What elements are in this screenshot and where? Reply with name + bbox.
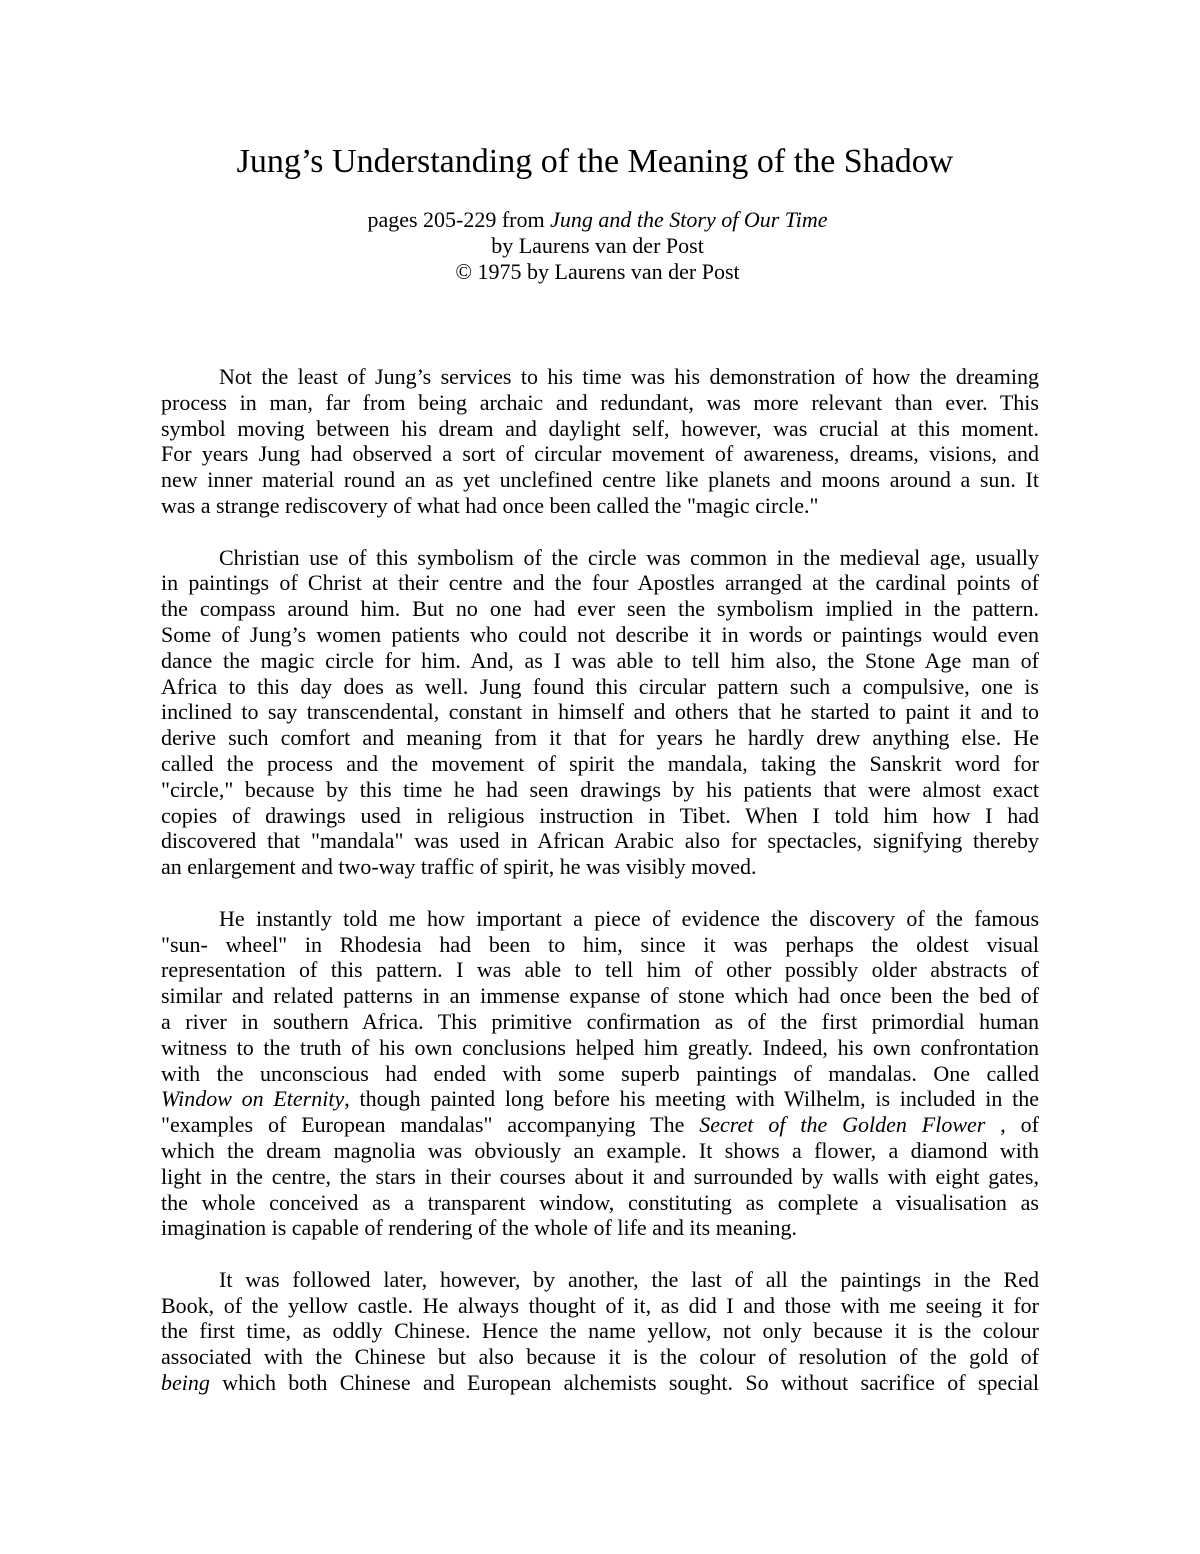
text-line: process in man, far from being archaic and redundant, was more relevant than ever. This [161,389,1039,415]
text-line: new inner material round an as yet unclefined centre like planets and moons around a sun. It [161,467,1039,493]
text-line: For years Jung had observed a sort of circular movement of awareness, dreams, visions, and [161,441,1039,467]
body-text [161,364,1039,1396]
text-line: Book, of the yellow castle. He always thought of it, as did I and those with me seeing it for [161,1292,1039,1318]
paragraph [161,364,1039,519]
text-line: a river in southern Africa. This primitive confirmation as of the first primordial human [161,1008,1039,1034]
italic-title: being [161,1370,210,1396]
text-line: "examples of European mandalas" accompanying The Secret of the Golden Flower , of [161,1112,1039,1138]
text-line: was a strange rediscovery of what had once been called the "magic circle." [161,492,819,518]
text-line: the compass around him. But no one had ever seen the symbolism implied in the pattern. [161,596,1039,622]
text-line: the first time, as oddly Chinese. Hence the name yellow, not only because it is the colour [161,1318,1039,1344]
text-line: Not the least of Jung’s services to his time was his demonstration of how the dreaming [219,364,1039,389]
text-line: It was followed later, however, by another, the last of all the paintings in the Red [219,1266,1039,1292]
text-line: called the process and the movement of spirit the mandala, taking the Sanskrit word for [161,750,1039,776]
italic-title: Window on Eternity [161,1086,345,1112]
text-line: "sun- wheel" in Rhodesia had been to him, since it was perhaps the oldest visual [161,931,1039,957]
text-line: "circle," because by this time he had seen drawings by his patients that were almost exact [161,776,1039,802]
paragraph [161,545,1039,880]
text-line: the whole conceived as a transparent window, constituting as complete a visualisation as [161,1189,1039,1215]
text-line: Some of Jung’s women patients who could not describe it in words or paintings would even [161,621,1039,647]
paragraph [161,1267,1039,1396]
text-line: symbol moving between his dream and daylight self, however, was crucial at this moment. [161,415,1039,441]
source-pages: pages 205-229 from [367,207,551,232]
text-line: derive such comfort and meaning from it that for years he hardly drew anything else. He [161,725,1039,751]
document-title: Jung’s Understanding of the Meaning of the Shadow [236,143,954,180]
source-info [0,207,1195,285]
source-pages-line [0,207,1195,233]
text-line: light in the centre, the stars in their courses about it and surrounded by walls with eight gates, [161,1163,1039,1189]
text-line: associated with the Chinese but also because it is the colour of resolution of the gold of [161,1344,1039,1370]
text-line: discovered that "mandala" was used in African Arabic also for spectacles, signifying thereby [161,828,1039,854]
text-line: He instantly told me how important a piece of evidence the discovery of the famous [219,905,1039,931]
paragraph [161,906,1039,1241]
text-line: with the unconscious had ended with some superb paintings of mandalas. One called [161,1060,1039,1086]
text-line: Window on Eternity, though painted long before his meeting with Wilhelm, is included in the [161,1086,1040,1112]
text-line: representation of this pattern. I was able to tell him of other possibly older abstracts of [161,957,1039,983]
text-line: in paintings of Christ at their centre and the four Apostles arranged at the cardinal points of [161,570,1039,596]
text-line: witness to the truth of his own conclusions helped him greatly. Indeed, his own confrontation [161,1034,1039,1060]
source-copyright: © 1975 by Laurens van der Post [455,259,740,284]
source-book-title: Jung and the Story of Our Time [550,207,828,232]
text-line: Christian use of this symbolism of the circle was common in the medieval age, usually [219,544,1039,570]
italic-title: Secret of the Golden Flower [699,1112,986,1138]
text-line: imagination is capable of rendering of the whole of life and its meaning. [161,1215,797,1241]
text-line: inclined to say transcendental, constant in himself and others that he started to paint it and to [161,699,1039,725]
text-line: similar and related patterns in an immense expanse of stone which had once been the bed of [161,983,1039,1009]
text-line: copies of drawings used in religious instruction in Tibet. When I told him how I had [161,802,1039,828]
source-byline: by Laurens van der Post [491,233,704,258]
text-line: which the dream magnolia was obviously an example. It shows a flower, a diamond with [161,1137,1039,1163]
text-line: dance the magic circle for him. And, as I was able to tell him also, the Stone Age man of [161,647,1039,673]
text-line: being which both Chinese and European alchemists sought. So without sacrifice of special [161,1370,1039,1396]
text-line: Africa to this day does as well. Jung found this circular pattern such a compulsive, one is [161,673,1039,699]
text-line: an enlargement and two-way traffic of spirit, he was visibly moved. [161,854,757,880]
